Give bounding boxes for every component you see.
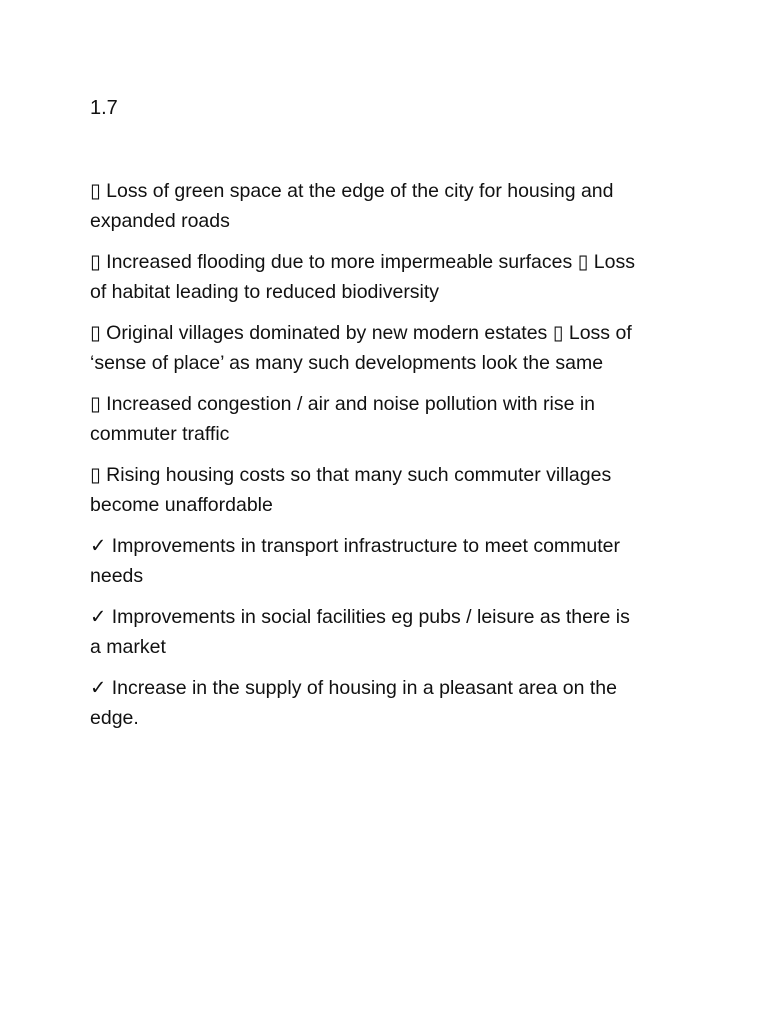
- list-item: [90, 389, 690, 449]
- item-line: ✓ Improvements in social facilities eg pubs / leisure as there is: [90, 606, 630, 628]
- item-line: ‘sense of place’ as many such developments look the same: [90, 352, 604, 374]
- item-line: ▯ Loss of green space at the edge of the city for housing and: [90, 180, 614, 202]
- item-line: ✓ Improvements in transport infrastructure to meet commuter: [90, 535, 621, 557]
- item-line: ▯ Increased flooding due to more impermeable surfaces ▯ Loss: [90, 251, 635, 273]
- list-item: [90, 176, 690, 236]
- item-line: commuter traffic: [90, 423, 230, 445]
- list-item: [90, 531, 690, 591]
- section-number: 1.7: [90, 97, 118, 119]
- list-item: [90, 318, 690, 378]
- item-line: needs: [90, 565, 144, 587]
- item-line: expanded roads: [90, 210, 230, 232]
- list-item: [90, 602, 690, 662]
- item-line: ▯ Increased congestion / air and noise pollution with rise in: [90, 393, 596, 415]
- item-line: ▯ Original villages dominated by new modern estates ▯ Loss of: [90, 322, 632, 344]
- list-item: [90, 460, 690, 520]
- item-line: edge.: [90, 707, 139, 729]
- item-line: ▯ Rising housing costs so that many such commuter villages: [90, 464, 612, 486]
- list-item: [90, 673, 690, 733]
- item-line: a market: [90, 636, 166, 658]
- answer-list: [90, 176, 690, 744]
- item-line: of habitat leading to reduced biodiversity: [90, 281, 440, 303]
- item-line: become unaffordable: [90, 494, 273, 516]
- list-item: [90, 247, 690, 307]
- item-line: ✓ Increase in the supply of housing in a pleasant area on the: [90, 677, 617, 699]
